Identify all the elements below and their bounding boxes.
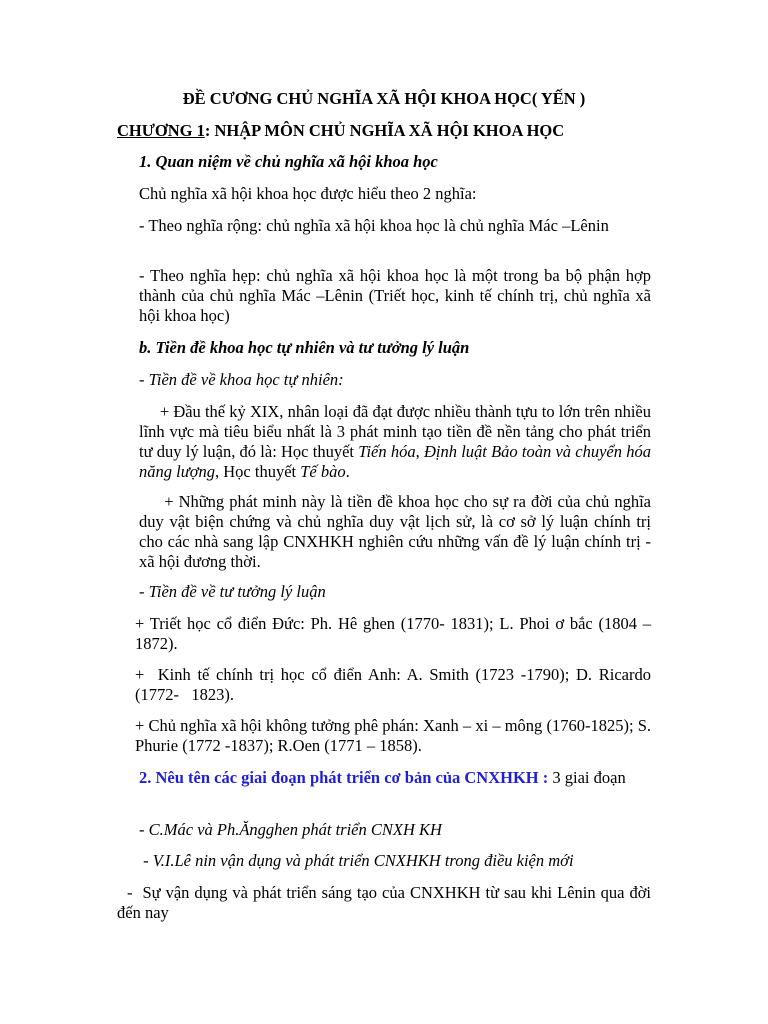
chapter-heading — [117, 121, 564, 141]
xix-century-paragraph — [139, 402, 656, 482]
narrow-meaning-paragraph: - Theo nghĩa hẹp: chủ nghĩa xã hội khoa học là một trong ba bộ phận hợp thành của chủ nghĩa Mác –Lênin (Triết học, kinh tế chính trị, chủ nghĩa xã hội khoa học) — [139, 266, 651, 325]
section-1-heading: 1. Quan niệm về chủ nghĩa xã hội khoa học — [139, 152, 438, 171]
utopian-socialism-item: + Chủ nghĩa xã hội không tưởng phê phán: Xanh – xi – mông (1760-1825); S. Phurie (1772 -1837); R.Oen (1771 – 1858). — [135, 716, 651, 755]
energy-conservation-law: Định luật Bảo toàn và chuyển hóa năng lượng — [139, 442, 656, 481]
section-b-heading: b. Tiền đề khoa học tự nhiên và tư tưởng lý luận — [139, 338, 470, 357]
section-2-tail: 3 giai đoạn — [548, 768, 626, 787]
broad-meaning-paragraph: - Theo nghĩa rộng: chủ nghĩa xã hội khoa học là chủ nghĩa Mác –Lênin — [139, 216, 609, 235]
chapter-title: : NHẬP MÔN CHỦ NGHĨA XÃ HỘI KHOA HỌC — [204, 121, 565, 140]
theory-subheading: - Tiền đề về tư tưởng lý luận — [139, 582, 326, 601]
stage-2-item: - V.I.Lê nin vận dụng và phát triển CNXHKH trong điều kiện mới — [139, 851, 574, 870]
document-title: ĐỀ CƯƠNG CHỦ NGHĨA XÃ HỘI KHOA HỌC( YẾN ) — [182, 89, 586, 108]
xix-text-a: + Đầu thế kỷ XIX, nhân loại đã đạt được nhiều thành tựu to lớn trên nhiều lĩnh vực mà tiêu biểu nhất là 3 phát minh tạo tiền đề nền tảng cho phát triển tư duy lý luận, đó là: Học thuyết — [139, 402, 656, 461]
english-economics-item: + Kinh tế chính trị học cổ điển Anh: A. Smith (1723 -1790); D. Ricardo (1772- 1823). — [135, 665, 656, 704]
evolution-theory: Tiến hóa — [358, 442, 416, 461]
inventions-paragraph: + Những phát minh này là tiền đề khoa học cho sự ra đời của chủ nghĩa duy vật biện chứng và chủ nghĩa duy vật lịch sử, là cơ sở lý luận chính trị cho các nhà sang lập CNXHKH nghiên cứu những vấn đề lý luận chính trị - xã hội đương thời. — [139, 492, 656, 571]
stage-3-item: - Sự vận dụng và phát triển sáng tạo của CNXHKH từ sau khi Lênin qua đời đến nay — [117, 883, 656, 922]
xix-text-c: , Học thuyết — [215, 462, 301, 481]
cell-theory: Tế bào — [300, 462, 346, 481]
natural-science-subheading: - Tiền đề về khoa học tự nhiên: — [139, 370, 344, 389]
intro-paragraph: Chủ nghĩa xã hội khoa học được hiểu theo 2 nghĩa: — [139, 184, 477, 203]
xix-text-b: , — [415, 442, 424, 461]
chapter-label: CHƯƠNG 1 — [117, 121, 205, 140]
german-philosophy-item: + Triết học cổ điển Đức: Ph. Hê ghen (1770- 1831); L. Phoi ơ bắc (1804 – 1872). — [135, 614, 651, 653]
xix-text-d: . — [345, 462, 350, 481]
stage-1-item: - C.Mác và Ph.Ăngghen phát triển CNXH KH — [139, 820, 442, 839]
section-2-paragraph — [139, 768, 651, 788]
section-2-heading: 2. Nêu tên các giai đoạn phát triển cơ bản của CNXHKH : — [139, 768, 549, 787]
